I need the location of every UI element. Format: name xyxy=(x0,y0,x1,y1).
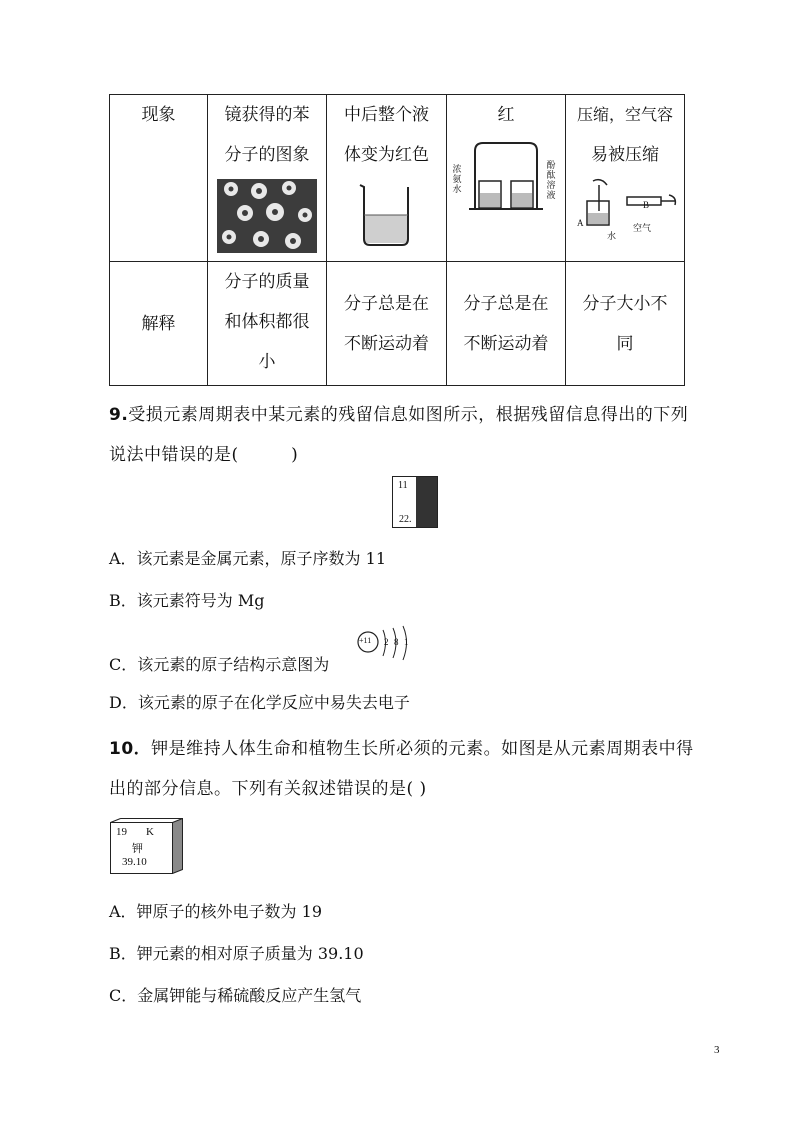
q10-element-card xyxy=(110,818,184,874)
shell-2-count: 8 xyxy=(394,637,399,647)
page-number: 3 xyxy=(714,1044,720,1056)
benzene-molecule-image xyxy=(217,179,317,253)
cell-syringe xyxy=(566,95,685,262)
cell-text-line: 小 xyxy=(258,352,276,372)
q9-option-a[interactable]: A．该元素是金属元素，原子序数为 11 xyxy=(109,549,387,568)
label-a: A xyxy=(577,218,584,228)
cell-text-line: 红 xyxy=(497,105,515,125)
q10-stem-text: 钾是维持人体生命和植物生长所必须的元素。如图是从元素周期表中得 xyxy=(151,739,694,759)
beaker-icon xyxy=(352,179,422,249)
cell-text-line: 易被压缩 xyxy=(591,145,659,165)
q10-option-c[interactable]: C．金属钾能与稀硫酸反应产生氢气 xyxy=(109,986,362,1005)
q9-stem-line2: 说法中错误的是( ) xyxy=(109,445,299,465)
label-air: 空气 xyxy=(633,224,652,234)
cell-benzene-image xyxy=(208,95,327,262)
cell-text-line: 不断运动着 xyxy=(344,333,429,354)
cell-text-line: 压缩，空气容 xyxy=(576,105,673,124)
cell-text-line: 中后整个液 xyxy=(344,105,429,125)
q10-option-b[interactable]: B．钾元素的相对原子质量为 39.10 xyxy=(109,944,364,963)
ammonia-figure xyxy=(449,135,563,215)
table-row-phenomenon xyxy=(110,95,685,262)
atom-structure-diagram xyxy=(357,624,417,670)
cell-text-line: 分子的图象 xyxy=(224,145,310,165)
syringe-figure xyxy=(569,175,681,242)
shell-3-count: 1 xyxy=(404,637,409,647)
row-label-phenomenon: 现象 xyxy=(110,95,208,262)
electron-shells-icon xyxy=(357,624,417,670)
q9-option-c-text: C．该元素的原子结构示意图为 xyxy=(109,655,330,674)
q10-card-name: 钾 xyxy=(132,842,143,855)
shell-1-count: 2 xyxy=(384,637,389,647)
cell-explanation-3 xyxy=(447,262,566,386)
label-ammonia: 浓氨水 xyxy=(452,165,462,195)
q9-stem-line1 xyxy=(109,400,688,425)
q9-number: 9. xyxy=(109,405,129,425)
cell-text-line: 分子总是在 xyxy=(344,293,429,314)
cell-text-line: 分子大小不 xyxy=(582,293,668,314)
label-water: 水 xyxy=(607,232,617,242)
cell-explanation-2 xyxy=(327,262,447,386)
q9-stem-text: 受损元素周期表中某元素的残留信息如图所示，根据残留信息得出的下列 xyxy=(128,405,689,425)
cell-text-line: 镜获得的苯 xyxy=(224,105,310,125)
label-phenolphthalein: 酚酞溶液 xyxy=(546,161,556,201)
q10-number: 10． xyxy=(109,739,152,759)
q10-option-a[interactable]: A．钾原子的核外电子数为 19 xyxy=(109,902,323,921)
cell-text-line: 不断运动着 xyxy=(463,333,549,354)
card-damage-block xyxy=(416,477,437,527)
q10-stem-line1 xyxy=(109,734,694,759)
q9-option-d[interactable]: D．该元素的原子在化学反应中易失去电子 xyxy=(109,693,410,712)
nucleus-charge: +11 xyxy=(359,636,372,645)
cell-ammonia-experiment xyxy=(447,95,566,262)
q10-card-mass: 39.10 xyxy=(122,856,147,868)
label-b: B xyxy=(643,200,650,210)
q9-card-mass: 22. xyxy=(399,514,412,525)
cell-text-line: 体变为红色 xyxy=(344,145,429,165)
q9-option-b[interactable]: B．该元素符号为 Mg xyxy=(109,591,265,610)
experiment-table xyxy=(109,94,685,386)
cell-text-line: 同 xyxy=(616,333,634,354)
cell-text-line: 分子总是在 xyxy=(463,293,549,314)
cell-text-line: 和体积都很 xyxy=(224,312,310,332)
q10-card-symbol: K xyxy=(146,826,154,838)
cell-explanation-4 xyxy=(566,262,685,386)
cell-beaker xyxy=(327,95,447,262)
syringe-icon xyxy=(569,175,681,233)
cell-text-line: 分子的质量 xyxy=(224,272,310,292)
q10-card-number: 19 xyxy=(116,826,127,838)
cell-explanation-1 xyxy=(208,262,327,386)
table-row-explanation xyxy=(110,262,685,386)
q9-element-card xyxy=(392,476,438,528)
q10-stem-line2: 出的部分信息。下列有关叙述错误的是( ) xyxy=(109,779,427,799)
q9-option-c[interactable] xyxy=(109,652,329,675)
row-label-explanation: 解释 xyxy=(110,262,208,386)
q9-card-number: 11 xyxy=(398,480,408,491)
